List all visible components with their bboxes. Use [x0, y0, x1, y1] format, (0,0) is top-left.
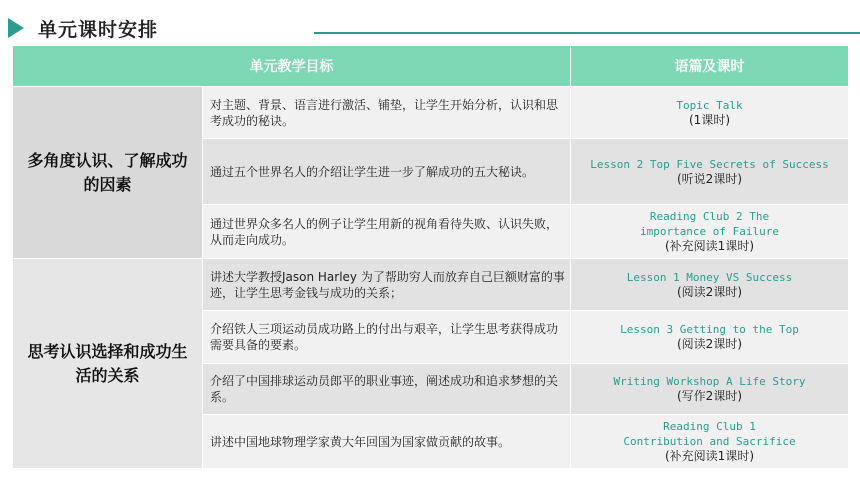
unit-schedule-table: [12, 45, 849, 469]
lesson-cell: [571, 205, 849, 259]
play-triangle-icon: [8, 18, 24, 38]
lesson-title: Lesson 2 Top Five Secrets of Success: [590, 157, 829, 171]
lesson-cell: [571, 364, 849, 415]
lesson-title-line2: importance of Failure: [639, 225, 780, 238]
table-row: [13, 259, 849, 311]
lesson-cell: [571, 87, 849, 139]
lesson-title: Topic Talk: [676, 98, 743, 112]
lesson-cell: [571, 311, 849, 364]
lesson-title: Lesson 1 Money VS Success: [626, 270, 793, 284]
col-header-goals: 单元教学目标: [13, 46, 571, 87]
section-header: [8, 10, 158, 46]
lesson-cell: [571, 139, 849, 205]
page-title: 单元课时安排: [38, 18, 159, 41]
lesson-title: Lesson 3 Getting to the Top: [620, 323, 799, 336]
table-row: [13, 87, 849, 139]
goal-cell: 介绍了中国排球运动员郎平的职业事迹，阐述成功和追求梦想的关系。: [203, 364, 571, 415]
title-divider: [314, 32, 860, 34]
goal-cell: 对主题、背景、语言进行激活、铺垫，让学生开始分析，认识和思考成功的秘诀。: [203, 87, 571, 139]
goal-cell: 通过世界众多名人的例子让学生用新的视角看待失败、认识失败，从而走向成功。: [203, 205, 571, 259]
lesson-hours: (补充阅读1课时): [665, 449, 754, 463]
category-cell: 多角度认识、了解成功的因素: [13, 87, 203, 259]
goal-cell: 讲述大学教授Jason Harley 为了帮助穷人而放弃自己巨额财富的事迹，让学生思考金钱与成功的关系；: [203, 259, 571, 311]
lesson-title-line2: Contribution and Sacrifice: [623, 435, 796, 448]
goal-cell: 介绍铁人三项运动员成功路上的付出与艰辛，让学生思考获得成功需要具备的要素。: [203, 311, 571, 364]
goal-cell: 通过五个世界名人的介绍让学生进一步了解成功的五大秘诀。: [203, 139, 571, 205]
goal-cell: 讲述中国地球物理学家黄大年回国为国家做贡献的故事。: [203, 415, 571, 469]
lesson-hours: (1课时): [689, 112, 730, 127]
lesson-title: Reading Club 2 The: [649, 210, 770, 223]
table-header-row: [13, 46, 849, 87]
lesson-title: Reading Club 1: [663, 420, 756, 433]
lesson-hours: (补充阅读1课时): [665, 239, 754, 253]
lesson-cell: [571, 259, 849, 311]
lesson-hours: (阅读2课时): [677, 284, 742, 299]
col-header-lessons: 语篇及课时: [571, 46, 849, 87]
lesson-hours: (阅读2课时): [677, 337, 742, 351]
lesson-hours: (听说2课时): [677, 171, 742, 186]
category-cell: 思考认识选择和成功生活的关系: [13, 259, 203, 469]
lesson-title: Writing Workshop A Life Story: [613, 375, 806, 388]
lesson-hours: (写作2课时): [677, 389, 742, 403]
lesson-cell: [571, 415, 849, 469]
